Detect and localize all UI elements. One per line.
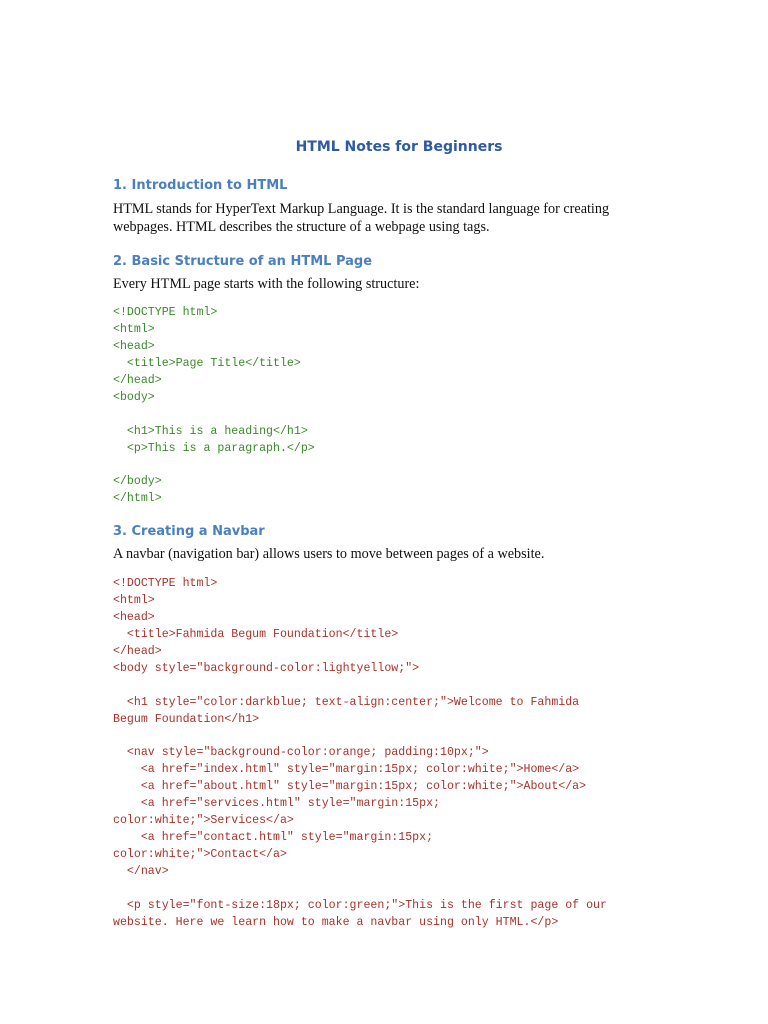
code-line: <a href="about.html" style="margin:15px; color:white;">About</a> — [113, 780, 587, 794]
code-line: </head> — [113, 644, 162, 658]
code-line: <a href="index.html" style="margin:15px; color:white;">Home</a> — [113, 763, 580, 777]
code-line: <a href="services.html" style="margin:15px; — [113, 797, 440, 811]
code-line: <!DOCTYPE html> — [113, 577, 218, 590]
code-line: <nav style="background-color:orange; padding:10px;"> — [113, 746, 489, 760]
code-line: </nav> — [113, 864, 169, 878]
code-line: <html> — [113, 593, 155, 607]
section-heading-navbar: 3. Creating a Navbar — [113, 524, 265, 539]
code-line: color:white;">Services</a> — [113, 814, 294, 828]
code-line — [113, 407, 315, 424]
code-line: color:white;">Contact</a> — [113, 848, 287, 861]
code-line: <title>Page Title</title> — [113, 356, 301, 370]
code-block-basic-structure — [113, 305, 315, 508]
document-title: HTML Notes for Beginners — [295, 139, 503, 155]
paragraph-line: HTML stands for HyperText Markup Language. It is the standard language for creating — [113, 201, 610, 217]
code-line — [113, 457, 315, 474]
code-line: <a href="contact.html" style="margin:15px; — [113, 831, 434, 845]
code-line: <title>Fahmida Begum Foundation</title> — [113, 627, 399, 641]
paragraph-line: A navbar (navigation bar) allows users to move between pages of a website. — [113, 546, 545, 562]
section-heading-basic-structure: 2. Basic Structure of an HTML Page — [113, 254, 373, 269]
paragraph-line: webpages. HTML describes the structure of a webpage using tags. — [113, 219, 490, 235]
section-paragraph-navbar — [113, 545, 643, 563]
code-line: <h1>This is a heading</h1> — [113, 424, 308, 438]
code-line: <!DOCTYPE html> — [113, 306, 218, 319]
code-line: <p>This is a paragraph.</p> — [113, 441, 315, 455]
section-paragraph-introduction — [113, 200, 643, 236]
code-block-navbar — [113, 576, 607, 932]
code-line: <p style="font-size:18px; color:green;">This is the first page of our — [113, 898, 607, 912]
code-line — [113, 678, 607, 695]
code-line: <body> — [113, 390, 155, 404]
section-paragraph-basic-structure — [113, 275, 643, 293]
code-line: </body> — [113, 475, 162, 489]
code-line: </html> — [113, 492, 162, 506]
code-line: <h1 style="color:darkblue; text-align:center;">Welcome to Fahmida — [113, 695, 580, 709]
code-line — [113, 881, 607, 898]
code-line: <head> — [113, 339, 155, 353]
code-line: </head> — [113, 373, 162, 387]
code-line: Begum Foundation</h1> — [113, 712, 260, 726]
code-line: website. Here we learn how to make a navbar using only HTML.</p> — [113, 915, 559, 929]
code-line: <body style="background-color:lightyellow;"> — [113, 661, 420, 675]
code-line — [113, 728, 607, 745]
section-heading-introduction: 1. Introduction to HTML — [113, 178, 288, 193]
code-line: <html> — [113, 322, 155, 336]
code-line: <head> — [113, 610, 155, 624]
paragraph-line: Every HTML page starts with the following structure: — [113, 276, 420, 292]
